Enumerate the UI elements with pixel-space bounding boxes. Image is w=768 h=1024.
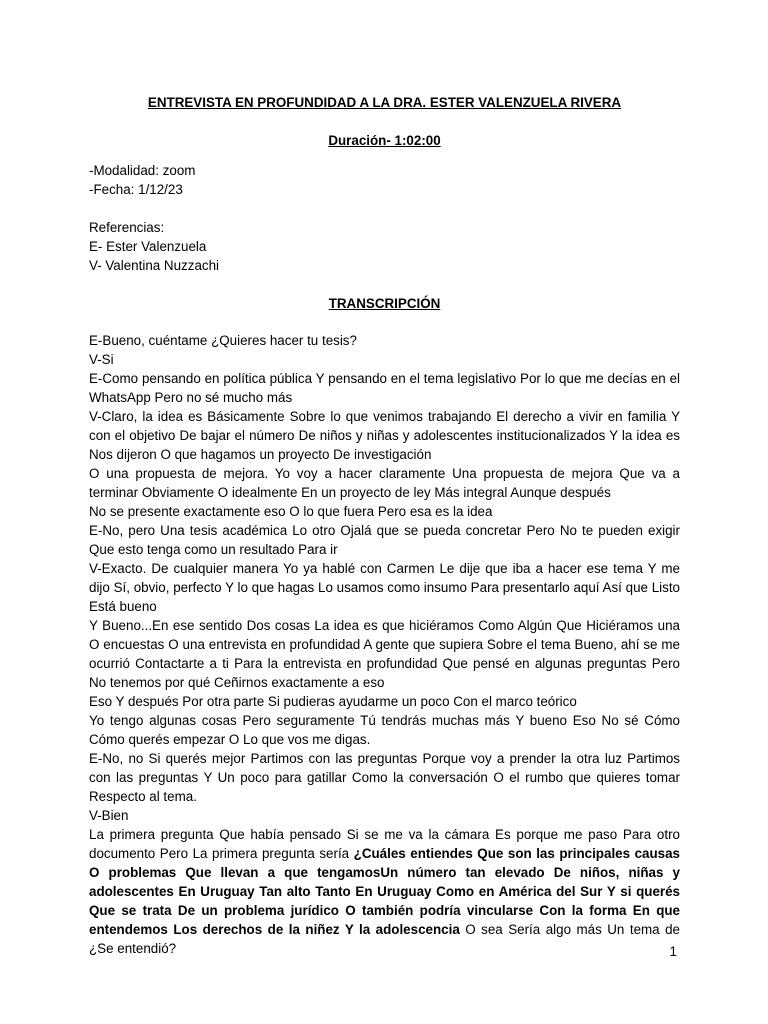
transcript-paragraph: V-Bien [89, 808, 129, 823]
duration-heading: Duración- 1:02:00 [328, 133, 441, 148]
transcript-paragraph: Yo tengo algunas cosas Pero seguramente Tú tendrás muchas más Y bueno Eso No sé Cómo Cómo querés empezar O Lo que vos me digas. [89, 713, 680, 747]
transcript-body [89, 331, 680, 958]
transcript-paragraph: No se presente exactamente eso O lo que fuera Pero esa es la idea [89, 504, 493, 519]
transcript-paragraph: E-No, pero Una tesis académica Lo otro Ojalá que se pueda concretar Pero No te pueden exigir Que esto tenga como un resultado Para ir [89, 523, 680, 557]
transcription-heading: TRANSCRIPCIÓN [328, 296, 441, 311]
question-outro: O sea Sería algo más Un tema de ¿Se entendió? [89, 922, 680, 956]
reference-v: V- Valentina Nuzzachi [89, 258, 220, 273]
transcript-paragraph: Eso Y después Por otra parte Si pudieras ayudarme un poco Con el marco teórico [89, 694, 577, 709]
transcript-paragraph: V-Claro, la idea es Básicamente Sobre lo que venimos trabajando El derecho a vivir en familia Y con el objetivo De bajar el número De niños y niñas y adolescentes institucionalizados Y la idea es Nos dijeron O que hagamos un proyecto De investigación [89, 409, 680, 462]
interview-meta [89, 161, 680, 199]
transcript-paragraph: E-Bueno, cuéntame ¿Quieres hacer tu tesis? [89, 333, 357, 348]
meta-date: -Fecha: 1/12/23 [89, 182, 183, 197]
reference-e: E- Ester Valenzuela [89, 239, 207, 254]
transcript-paragraph-question [89, 825, 680, 958]
page-number: 1 [669, 944, 677, 959]
transcript-paragraph: O una propuesta de mejora. Yo voy a hacer claramente Una propuesta de mejora Que va a terminar Obviamente O idealmente En un proyecto de ley Más integral Aunque después [89, 466, 680, 500]
meta-modality: -Modalidad: zoom [89, 163, 196, 178]
question-intro: La primera pregunta Que había pensado Si se me va la cámara Es porque me paso Para otro documento Pero La primera pregunta sería [89, 827, 680, 861]
question-bold: ¿Cuáles entiendes Que son las principales causas O problemas Que llevan a que tengamosUn número tan elevado De niños, niñas y adolescentes En Uruguay Tan alto Tanto En Uruguay Como en América del Sur Y si querés Que se trata De un problema jurídico O también podría vincularse Con la forma En que entendemos Los derechos de la niñez Y la adolescencia [89, 846, 680, 937]
references-block [89, 218, 680, 275]
transcript-paragraph: Y Bueno...En ese sentido Dos cosas La idea es que hiciéramos Como Algún Que Hiciéramos una O encuestas O una entrevista en profundidad A gente que supiera Sobre el tema Bueno, ahí se me ocurrió Contactarte a ti Para la entrevista en profundidad Que pensé en algunas preguntas Pero No tenemos por qué Ceñirnos exactamente a eso [89, 618, 680, 690]
transcript-paragraph: V-Si [89, 352, 114, 367]
transcript-paragraph: E-Como pensando en política pública Y pensando en el tema legislativo Por lo que me decías en el WhatsApp Pero no sé mucho más [89, 371, 680, 405]
document-title: ENTREVISTA EN PROFUNDIDAD A LA DRA. ESTER VALENZUELA RIVERA [147, 95, 622, 110]
references-label: Referencias: [89, 220, 165, 235]
transcript-paragraph: V-Exacto. De cualquier manera Yo ya hablé con Carmen Le dije que iba a hacer ese tema Y me dijo Sí, obvio, perfecto Y lo que hagas Lo usamos como insumo Para presentarlo aquí Así que Listo Está bueno [89, 561, 680, 614]
transcript-paragraph: E-No, no Si querés mejor Partimos con las preguntas Porque voy a prender la otra luz Partimos con las preguntas Y Un poco para gatillar Como la conversación O el rumbo que quieres tomar Respecto al tema. [89, 751, 680, 804]
